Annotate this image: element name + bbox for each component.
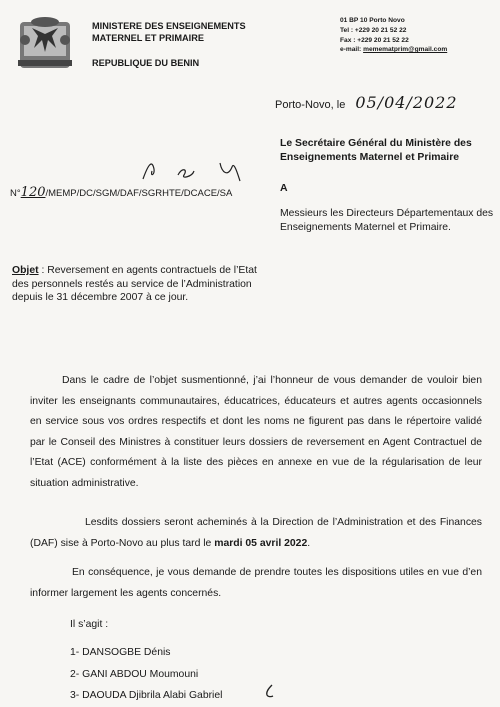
coat-of-arms-emblem (14, 14, 76, 72)
subject-text: : Reversement en agents contractuels de l’Etat des personnels restés au service de l’Administration depuis le 31 décembre 2007 à ce jour. (12, 265, 257, 304)
body-paragraph-2 (30, 513, 482, 554)
handwritten-check-mark (263, 683, 275, 699)
ministry-line2: MATERNEL ET PRIMAIRE (92, 33, 204, 43)
ministry-name (92, 20, 246, 44)
handwritten-initials (140, 155, 265, 183)
deadline-date: mardi 05 avril 2022 (214, 537, 308, 549)
reference-code: /MEMP/DC/SGM/DAF/SGRHTE/DCACE/SA (45, 188, 233, 199)
subject-block (12, 264, 262, 305)
reference-number (10, 185, 232, 200)
subject-label: Objet (12, 265, 39, 276)
reference-prefix: N° (10, 188, 21, 199)
reference-handwritten-number: 120 (20, 185, 46, 200)
email-label: e-mail: (340, 46, 364, 54)
body-paragraph-3: En conséquence, je vous demande de prendre toutes les dispositions utiles en vue d’en informer largement les agents concernés. (30, 567, 482, 599)
handwritten-date: 05/04/2022 (355, 93, 458, 112)
email-link[interactable]: memematprim@gmail.com (363, 46, 448, 54)
body-paragraph-1: Dans le cadre de l’objet susmentionné, j’ai l’honneur de vous demander de vouloir bien inviter les enseignants communautaires, éducatrices, éducateurs et autres agents occasionnels en service sous vos ordres respectifs et dont les noms ne figurent pas dans le répertoire validé par le Conseil des Ministres à constituer leurs dossiers de reversement en Agent Contractuel de l’Etat (ACE) conformément à la liste des pièces en annexe en vue de la régularisation de leur situation administrative. (30, 375, 482, 489)
republic-name: REPUBLIQUE DU BENIN (92, 58, 200, 68)
paragraph-2-end: . (307, 537, 311, 549)
list-item: 2- GANI ABDOU Moumouni (70, 668, 199, 680)
date-place: Porto-Novo, le (275, 99, 346, 111)
recipient-directors: Messieurs les Directeurs Départementaux des Enseignements Maternel et Primaire. (280, 208, 494, 233)
list-intro: Il s’agit : (70, 619, 109, 630)
contact-block (340, 16, 447, 55)
paragraph-2-text: Lesdits dossiers seront acheminés à la Direction de l’Administration et des Finances (DAF) sise à Porto-Novo au plus tard le (30, 517, 482, 549)
ministry-line1: MINISTERE DES ENSEIGNEMENTS (92, 21, 246, 31)
date-line (275, 93, 458, 112)
fax: Fax : +229 20 21 52 22 (340, 36, 409, 44)
list-item: 3- DAOUDA Djibrila Alabi Gabriel (70, 690, 223, 701)
address: 01 BP 10 Porto Novo (340, 17, 405, 24)
telephone: Tel : +229 20 21 52 22 (340, 26, 407, 34)
recipient-secretary-general: Le Secrétaire Général du Ministère des Enseignements Maternel et Primaire (280, 138, 472, 163)
list-item: 1- DANSOGBE Dénis (70, 647, 171, 658)
recipient-a: A (280, 182, 288, 194)
agent-list (70, 642, 222, 707)
